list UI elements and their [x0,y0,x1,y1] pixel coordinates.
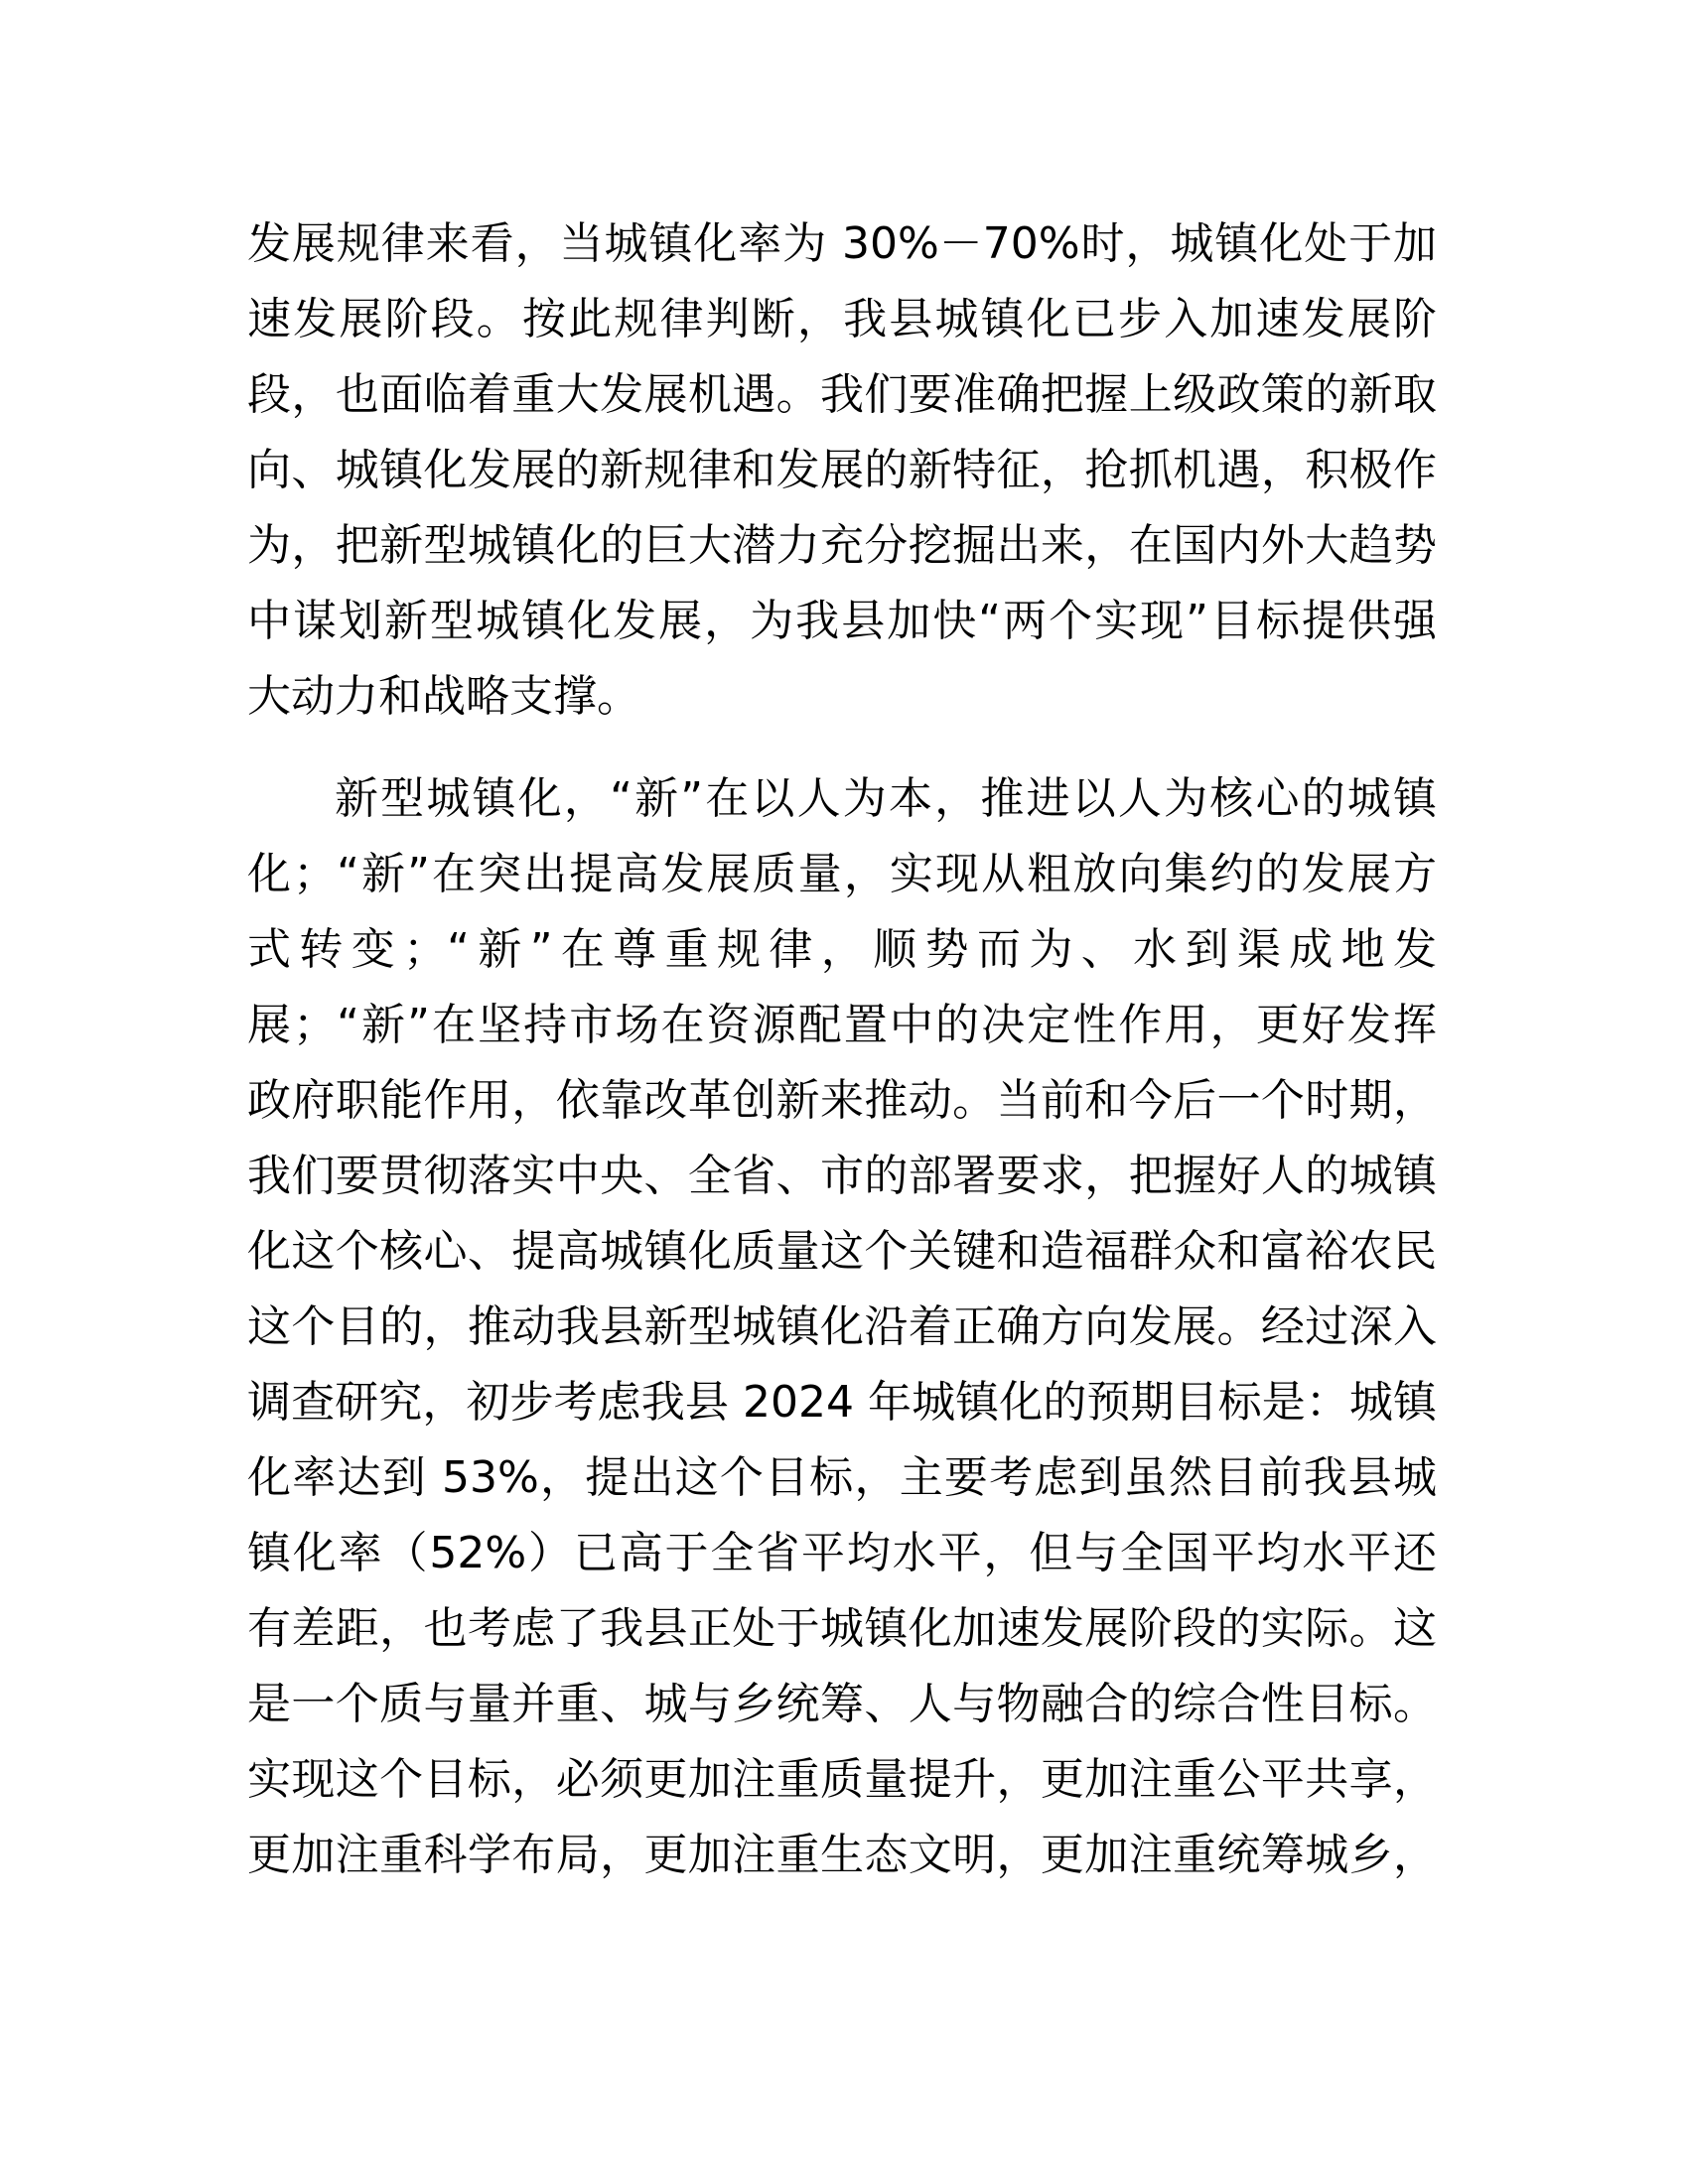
paragraph-line: 段，也面临着重大发展机遇。我们要准确把握上级政策的新取 [247,369,1437,420]
paragraph-line: 政府职能作用，依靠改革创新来推动。当前和今后一个时期， [247,1075,1437,1126]
paragraph-line: 式转变；“新”在尊重规律，顺势而为、水到渠成地发 [247,924,1437,975]
paragraph-line: 发展规律来看，当城镇化率为 30%－70%时，城镇化处于加 [247,218,1437,269]
paragraph-line: 速发展阶段。按此规律判断，我县城镇化已步入加速发展阶 [247,294,1437,344]
paragraph-line: 展；“新”在坚持市场在资源配置中的决定性作用，更好发挥 [247,1000,1437,1050]
paragraph-line: 中谋划新型城镇化发展，为我县加快“两个实现”目标提供强 [247,596,1437,646]
paragraph-line: 化；“新”在突出提高发展质量，实现从粗放向集约的发展方 [247,849,1437,899]
paragraph-line: 向、城镇化发展的新规律和发展的新特征，抢抓机遇，积极作 [247,445,1437,495]
paragraph-1 [247,206,1437,735]
paragraph-line: 更加注重科学布局，更加注重生态文明，更加注重统筹城乡， [247,1830,1437,1880]
paragraph-line: 为，把新型城镇化的巨大潜力充分挖掘出来，在国内外大趋势 [247,520,1437,571]
paragraph-line: 化率达到 53%，提出这个目标，主要考虑到虽然目前我县城 [247,1452,1437,1503]
paragraph-2 [247,761,1437,1893]
paragraph-line: 实现这个目标，必须更加注重质量提升，更加注重公平共享， [247,1754,1437,1805]
paragraph-line: 有差距，也考虑了我县正处于城镇化加速发展阶段的实际。这 [247,1603,1437,1654]
paragraph-line: 是一个质与量并重、城与乡统筹、人与物融合的综合性目标。 [247,1679,1437,1729]
paragraph-line: 调查研究，初步考虑我县 2024 年城镇化的预期目标是：城镇 [247,1377,1437,1428]
paragraph-line: 化这个核心、提高城镇化质量这个关键和造福群众和富裕农民 [247,1226,1437,1277]
paragraph-line: 这个目的，推动我县新型城镇化沿着正确方向发展。经过深入 [247,1301,1437,1352]
paragraph-line: 新型城镇化，“新”在以人为本，推进以人为核心的城镇 [335,773,1437,824]
paragraph-line: 我们要贯彻落实中央、全省、市的部署要求，把握好人的城镇 [247,1151,1437,1201]
paragraph-line: 镇化率（52%）已高于全省平均水平，但与全国平均水平还 [247,1528,1437,1578]
paragraph-line: 大动力和战略支撑。 [247,671,640,722]
